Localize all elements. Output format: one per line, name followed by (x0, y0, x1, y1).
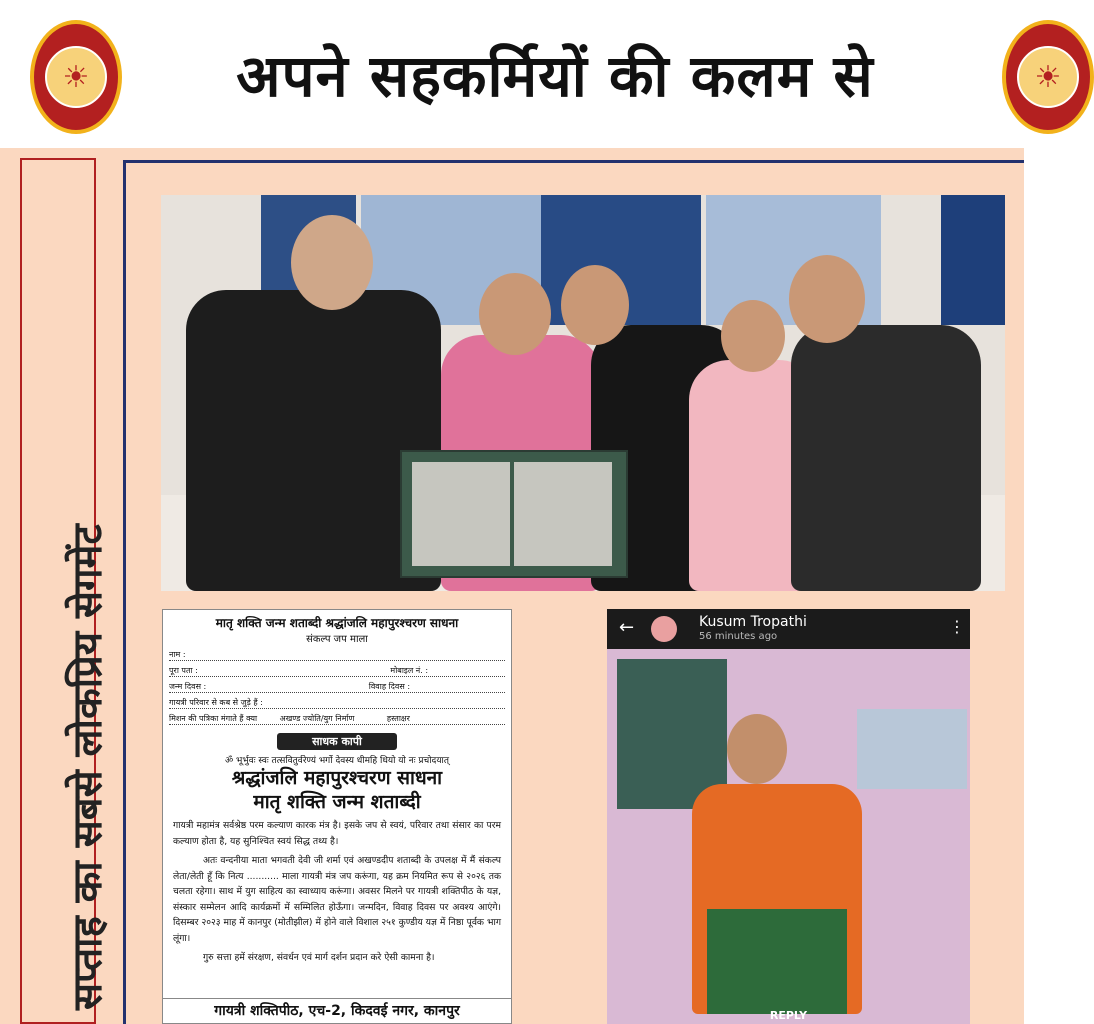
form-heading-2: मातृ शक्ति जन्म शताब्दी (253, 791, 421, 813)
form-field (169, 681, 505, 693)
notebook-page (412, 462, 510, 566)
story-top-bar (607, 609, 970, 649)
header (0, 0, 1062, 148)
frame-left-line (123, 160, 126, 1024)
form-field-label: अखण्ड ज्योति/युग निर्माण (279, 714, 355, 723)
person-father (791, 325, 981, 591)
person-head (479, 273, 551, 355)
gayatri-logo-icon: ☀ (45, 46, 107, 108)
form-field: गायत्री परिवार से कब से जुड़े हैं : (169, 697, 505, 709)
form-paragraph: गुरु सत्ता हमें संरक्षण, संवर्धन एवं मार्ग दर्शन प्रदान करे ऐसी कामना है। (203, 952, 435, 963)
form-paragraph: गायत्री महामंत्र सर्वश्रेष्ठ परम कल्याण कारक मंत्र है। इसके जप से स्वयं, परिवार तथा संसार का परम कल्याण होता है, यह सुनिश्चित स्वयं सिद्ध तथ्य है। (173, 820, 501, 847)
form-field: नाम : (169, 649, 505, 661)
sadhak-copy-badge: साधक कापी (277, 733, 397, 750)
back-arrow-icon[interactable]: ← (619, 617, 635, 638)
person-head (789, 255, 865, 343)
gayatri-logo-right (1002, 20, 1094, 134)
story-photo (607, 649, 970, 1024)
form-field-label: मिशन की पत्रिका मंगाते हैं क्या (169, 714, 258, 723)
form-heading-1: श्रद्धांजलि महापुरश्चरण साधना (231, 767, 443, 789)
sankalp-form (162, 609, 512, 1024)
child-head (727, 714, 787, 784)
avatar[interactable] (651, 616, 677, 642)
person-head (291, 215, 373, 310)
side-label: सप्ताह का सबसे लोकप्रिय सेगमेंट (65, 524, 111, 1010)
person-head (721, 300, 785, 372)
frame-top-line (123, 160, 1024, 163)
form-field (169, 713, 505, 725)
form-paragraph: अतः वन्दनीया माता भगवती देवी जी शर्मा एवं अखण्डदीप शताब्दी के उपलक्ष में मैं संकल्प लेता/लेती हूँ कि नित्य ........... माला गायत्री मंत्र जप करूंगा, यह क्रम नियमित रूप से २०२६ तक चलता रहेगा। साथ में युग साहित्य का स्वाध्याय करूंगा। अवसर मिलने पर गायत्री शक्तिपीठ के यज्ञ, संस्कार सम्मेलन आदि कार्यक्रमों में सम्मिलित होऊँगा। जन्मदिन, विवाह दिवस पर अवश्य आएंगे। दिसम्बर २०२३ माह में कानपुर (मोतीझील) में होने वाले विशाल २५१ कुण्डीय यज्ञ में निष्ठा पूर्वक भाग लूंगा। (173, 855, 501, 944)
reply-button[interactable]: REPLY (769, 1009, 808, 1022)
form-subtitle: संकल्प जप माला (306, 634, 368, 645)
story-time: 56 minutes ago (699, 631, 778, 642)
gayatri-logo-icon: ☀ (1017, 46, 1079, 108)
form-field-label: हस्ताक्षर (386, 714, 410, 723)
phone-story-screenshot (607, 609, 970, 1024)
curtain (941, 195, 1005, 325)
form-field (169, 665, 505, 677)
form-field-label: जन्म दिवस : (169, 682, 207, 691)
child-skirt (707, 909, 847, 1014)
gayatri-logo-left (30, 20, 122, 134)
open-notebook-photo (400, 450, 628, 578)
form-field-label: विवाह दिवस : (368, 682, 411, 691)
person-head (561, 265, 629, 345)
form-field-label: पूरा पता : (169, 666, 198, 675)
form-address: गायत्री शक्तिपीठ, एच-2, किदवई नगर, कानपुर (163, 998, 511, 1023)
gayatri-mantra: ॐ भूर्भुवः स्वः तत्सवितुर्वरेण्यं भर्गो देवस्य धीमहि धियो यो नः प्रचोदयात् (224, 756, 450, 766)
page-title: अपने सहकर्मियों की कलम से (236, 42, 874, 110)
more-vertical-icon[interactable]: ⋮ (949, 617, 965, 636)
story-user-name[interactable]: Kusum Tropathi (699, 614, 807, 630)
form-title: मातृ शक्ति जन्म शताब्दी श्रद्धांजलि महापुरश्चरण साधना (215, 616, 459, 630)
shelf (857, 709, 967, 789)
form-field-label: मोबाइल नं. : (390, 666, 429, 675)
notebook-page (514, 462, 612, 566)
